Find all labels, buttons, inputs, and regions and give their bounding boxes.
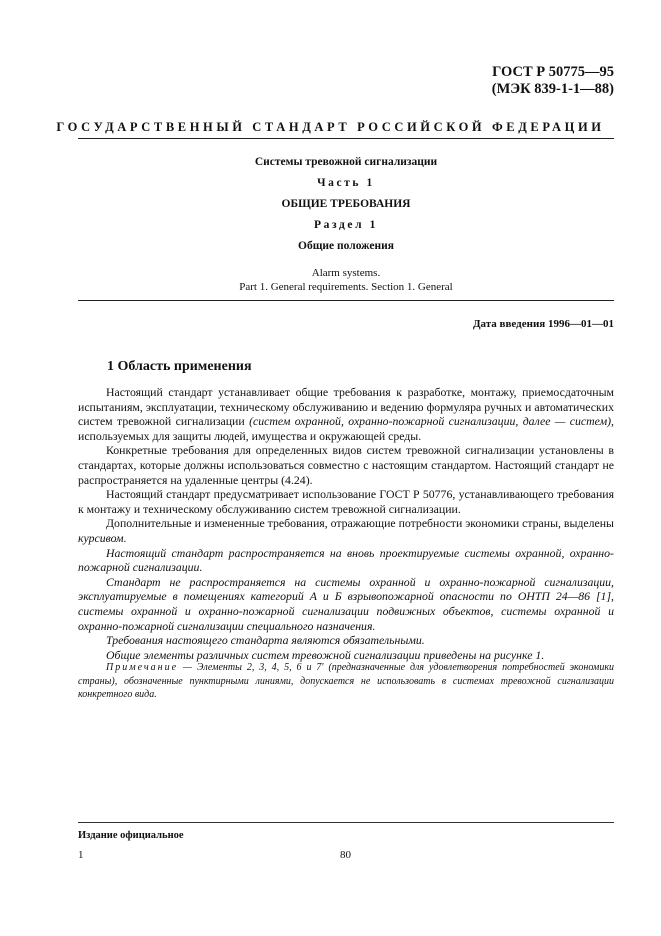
english-title [78, 266, 614, 294]
paragraph-4: Дополнительные и измененные требования, отражающие потребности экономики страны, выделены курсивом. [78, 516, 614, 545]
introduction-date: Дата введения 1996—01—01 [472, 318, 614, 330]
title-general-requirements: ОБЩИЕ ТРЕБОВАНИЯ [281, 198, 411, 210]
paragraph-1: Настоящий стандарт устанавливает общие требования к разработке, монтажу, приемосдаточным испытаниям, эксплуатации, техническому обслуживанию и ведению формуляра ручных и автоматических систем тревожной сигнализации (систем охранной, охранно-пожарной сигнализации, далее — систем), используемых для защиты людей, имущества и окружающей среды. [78, 385, 614, 443]
paragraph-8: Общие элементы различных систем тревожной сигнализации приведены на рисунке 1. [106, 647, 545, 662]
sheet-number: 1 [78, 849, 84, 861]
title-general-provisions: Общие положения [298, 240, 394, 252]
section-heading: 1 Область применения [107, 359, 252, 374]
document-number-block [492, 64, 614, 98]
title-part: Часть 1 [317, 177, 375, 189]
paragraph-3: Настоящий стандарт предусматривает использование ГОСТ Р 50776, устанавливающего требования к монтажу и техническому обслуживанию систем тревожной сигнализации. [78, 487, 614, 516]
top-divider [78, 138, 614, 139]
paragraph-6: Стандарт не распространяется на системы охранной и охранно-пожарной сигнализации, эксплуатируемые в помещениях категорий А и Б взрывопожарной опасности по ОНТП 24—86 [1], системы охранной и охранно-пожарной сигнализации подвижных объектов, системы охранной и охранно-пожарной сигнализации специального назначения. [78, 574, 614, 633]
title-section: Раздел 1 [314, 219, 378, 231]
iec-number: (МЭК 839-1-1—88) [491, 81, 614, 97]
section-body [78, 385, 614, 662]
state-standard-heading: ГОСУДАРСТВЕННЫЙ СТАНДАРТ РОССИЙСКОЙ ФЕДЕРАЦИИ [56, 120, 605, 134]
gost-number: ГОСТ Р 50775—95 [492, 64, 614, 80]
page-number: 80 [340, 849, 351, 861]
note-label: Примечание [106, 662, 179, 673]
note-text: — Элементы 2, 3, 4, 5, 6 и 7' (предназначенные для удовлетворения потребностей экономики страны), обозначенные пунктирными линиями, допускается не использовать в системах тревожной сигнализации конкретного вида. [78, 662, 614, 701]
paragraph-5: Настоящий стандарт распространяется на вновь проектируемые системы охранной, охранно-пожарной сигнализации. [78, 545, 614, 575]
official-edition: Издание официальное [78, 830, 184, 841]
note [78, 661, 614, 702]
paragraph-7: Требования настоящего стандарта являются обязательными. [106, 633, 425, 648]
title-systems: Системы тревожной сигнализации [254, 156, 438, 168]
title-divider [78, 300, 614, 301]
english-title-line2: Part 1. General requirements. Section 1. General [239, 281, 453, 293]
paragraph-2: Конкретные требования для определенных видов систем тревожной сигнализации установлены в стандартах, которые должны использоваться совместно с настоящим стандартом. Настоящий стандарт не распространяется на удаленные центры (4.24). [78, 443, 614, 487]
footer-divider [78, 822, 614, 823]
english-title-line1: Alarm systems. [311, 267, 381, 279]
